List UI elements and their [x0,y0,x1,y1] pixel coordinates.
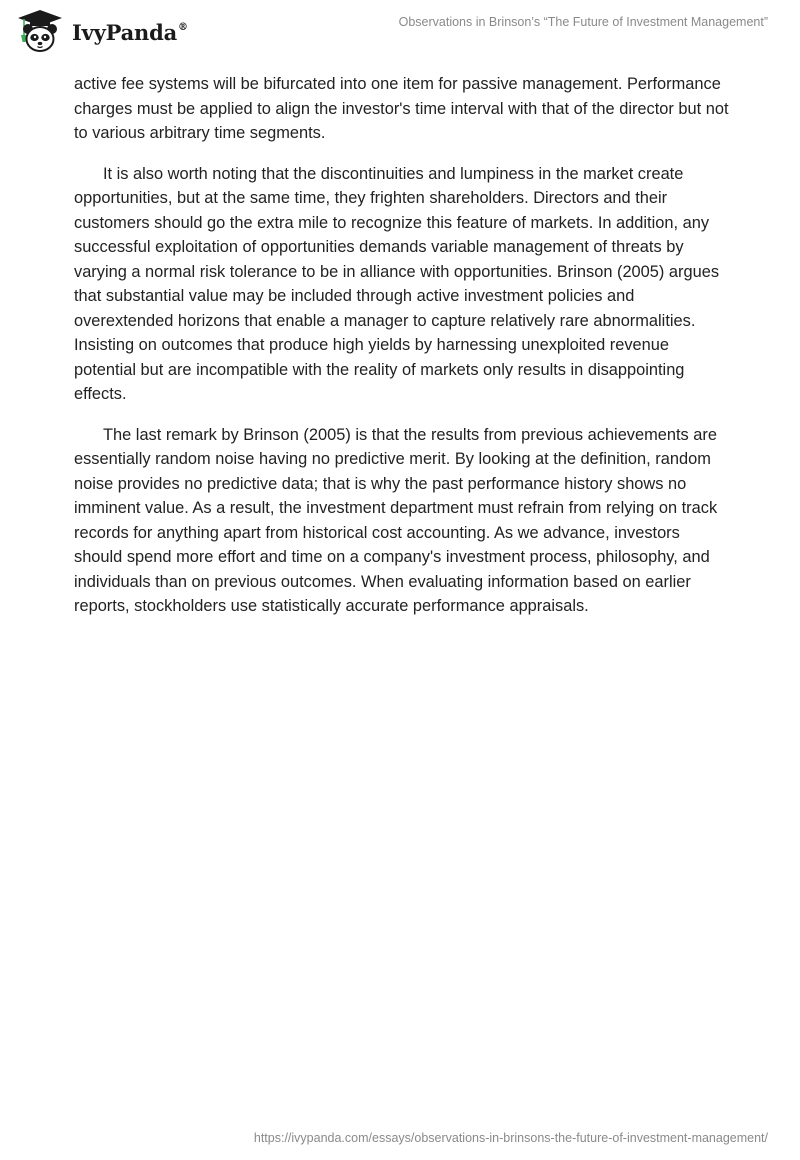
essay-body [74,72,730,635]
source-url[interactable]: https://ivypanda.com/essays/observations-in-brinsons-the-future-of-investment-management/ [253,1131,768,1145]
paragraph: It is also worth noting that the discontinuities and lumpiness in the market create opportunities, but at the same time, they frighten shareholders. Directors and their customers should go the extra mile to recognize this feature of markets. In addition, any successful exploitation of opportunities demands variable management of threats by varying a normal risk tolerance to be in alliance with opportunities. Brinson (2005) argues that substantial value may be included through active investment policies and overextended horizons that enable a manager to capture relatively rare abnormalities. Insisting on outcomes that produce high yields by harnessing unexploited revenue potential but are incompatible with the reality of markets only results in disappointing effects. [74,164,720,403]
paragraph: The last remark by Brinson (2005) is that the results from previous achievements are essentially random noise having no predictive merit. By looking at the definition, random noise provides no predictive data; that is why the past performance history shows no imminent value. As a result, the investment department must refrain from relying on track records for anything apart from historical cost accounting. As we advance, investors should spend more effort and time on a company's investment process, philosophy, and individuals than on previous outcomes. When evaluating information based on earlier reports, stockholders use statistically accurate performance appraisals. [74,425,718,615]
paragraph-continuation: active fee systems will be bifurcated into one item for passive management. Performance charges must be applied to align the investor's time interval with that of the director but not to various arbitrary time segments. [74,75,729,142]
panda-graduate-icon [14,8,66,54]
registered-mark: ® [178,21,188,33]
logo-wordmark: IvyPanda® [72,19,188,45]
page-header [0,0,800,60]
document-title: Observations in Brinson’s “The Future of Investment Management” [398,15,768,29]
ivypanda-logo[interactable] [14,8,188,54]
